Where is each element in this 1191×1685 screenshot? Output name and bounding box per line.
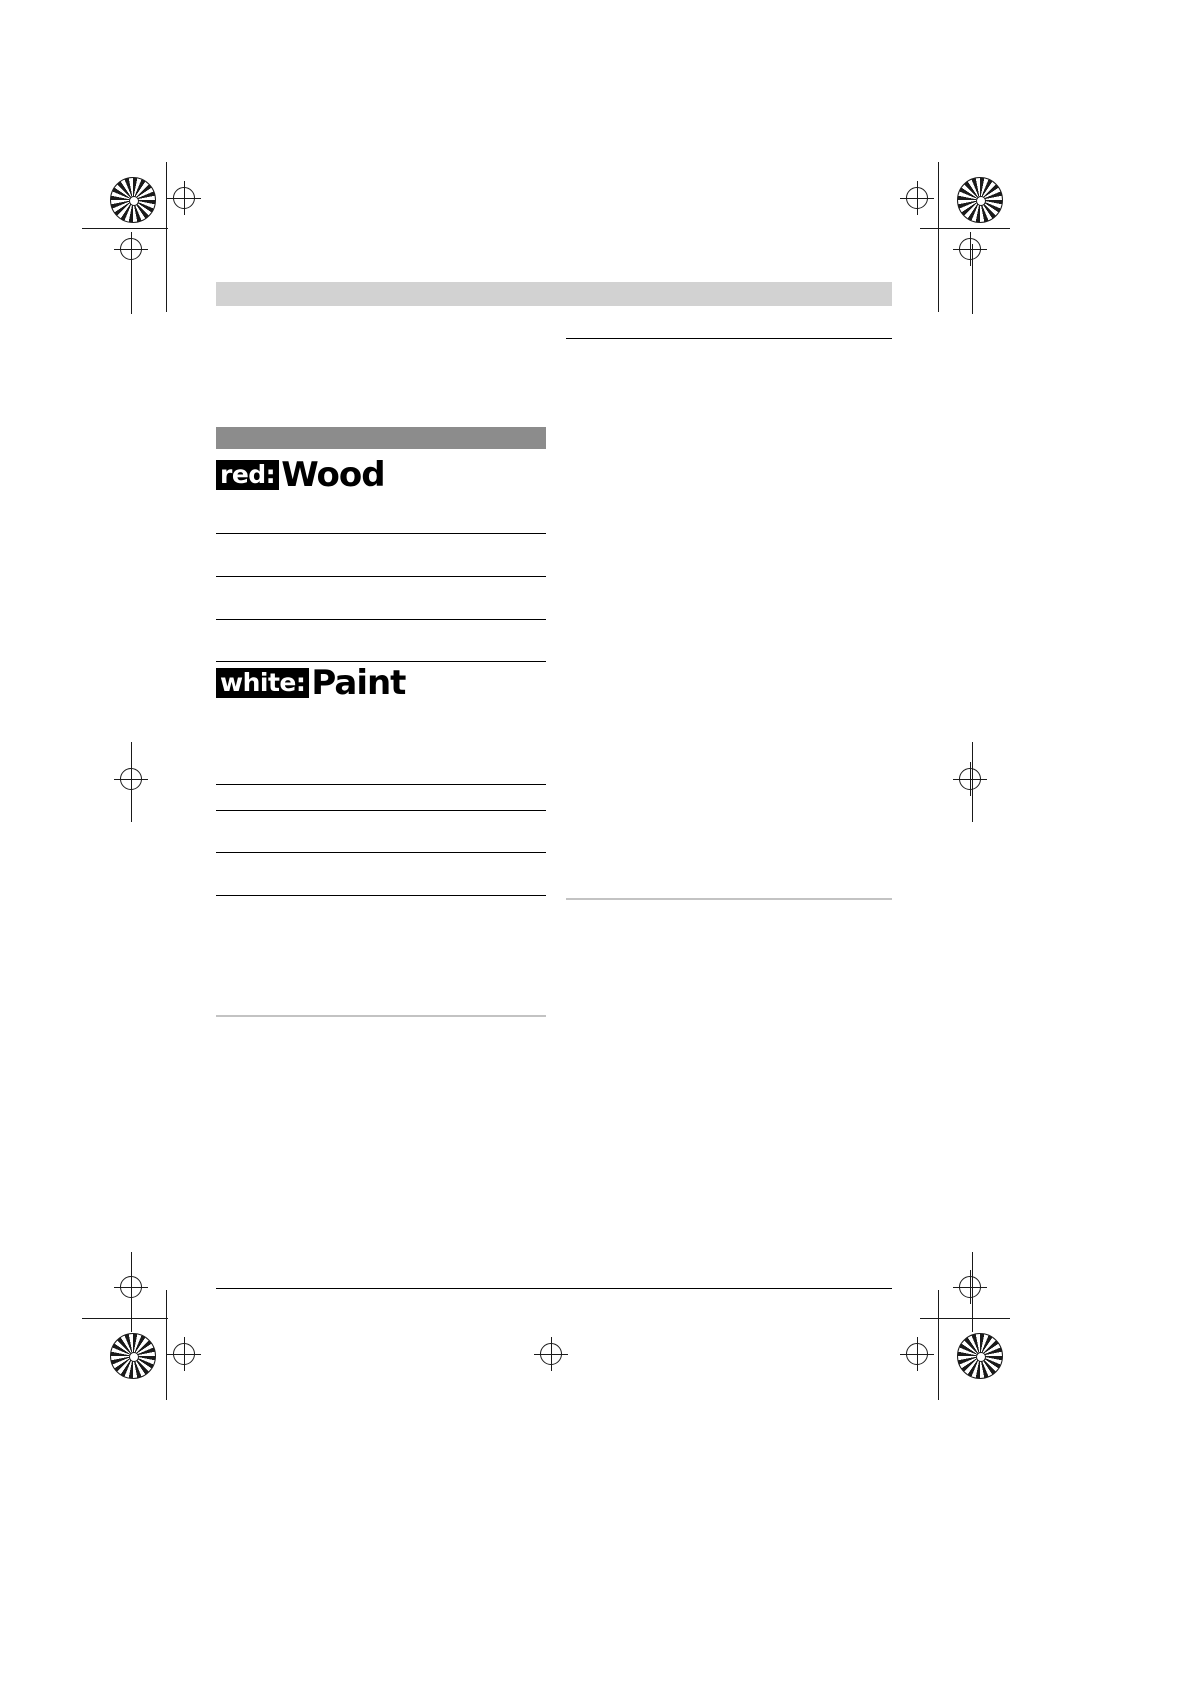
registration-crosshair-right-lower — [953, 1270, 987, 1304]
left-rule-5 — [216, 784, 546, 785]
trim-mark-right-vertical-low — [972, 1252, 973, 1332]
left-rule-2 — [216, 576, 546, 577]
header-band — [216, 282, 892, 306]
registration-target-bottom-left — [110, 1333, 156, 1379]
trim-mark-left-vertical-mid2 — [131, 742, 132, 822]
registration-target-bottom-right — [957, 1333, 1003, 1379]
trim-mark-edge-right-upper — [950, 228, 1010, 229]
logo-redwood-tag: red: — [216, 460, 279, 490]
trim-mark-right-vertical-mid2 — [972, 742, 973, 822]
left-grey-rule — [216, 1015, 546, 1017]
trim-mark-left-vertical-top — [166, 162, 167, 312]
registration-crosshair-right-upper — [953, 232, 987, 266]
trim-mark-edge-left-lower — [82, 1318, 142, 1319]
registration-target-top-left — [110, 177, 156, 223]
registration-crosshair-right-middle — [953, 762, 987, 796]
registration-target-top-right — [957, 177, 1003, 223]
footer-rule — [216, 1288, 892, 1289]
registration-crosshair-bottom-left — [167, 1337, 201, 1371]
left-rule-4 — [216, 661, 546, 662]
trim-mark-left-vertical-mid — [131, 244, 132, 314]
section-band-redwood — [216, 427, 546, 449]
registration-crosshair-top-right — [900, 181, 934, 215]
right-column-top-rule — [566, 338, 892, 339]
logo-whitepaint-tag: white: — [216, 668, 309, 698]
registration-crosshair-bottom-center — [534, 1337, 568, 1371]
logo-whitepaint — [216, 663, 406, 703]
logo-whitepaint-word: Paint — [311, 663, 406, 703]
trim-mark-edge-right-lower — [950, 1318, 1010, 1319]
left-rule-6 — [216, 810, 546, 811]
logo-redwood-word: Wood — [281, 455, 385, 495]
trim-mark-right-vertical-top — [938, 162, 939, 312]
left-rule-3 — [216, 619, 546, 620]
registration-crosshair-bottom-right — [900, 1337, 934, 1371]
trim-mark-left-vertical-bottom — [166, 1290, 167, 1400]
left-rule-1 — [216, 533, 546, 534]
right-column-grey-rule — [566, 898, 892, 900]
trim-mark-right-vertical-mid — [972, 244, 973, 314]
trim-mark-edge-left-upper — [82, 228, 142, 229]
left-rule-7 — [216, 852, 546, 853]
left-rule-8 — [216, 895, 546, 896]
trim-mark-right-vertical-bottom — [938, 1290, 939, 1400]
trim-mark-left-vertical-low — [131, 1252, 132, 1332]
logo-redwood — [216, 455, 385, 495]
registration-crosshair-top-left — [167, 181, 201, 215]
